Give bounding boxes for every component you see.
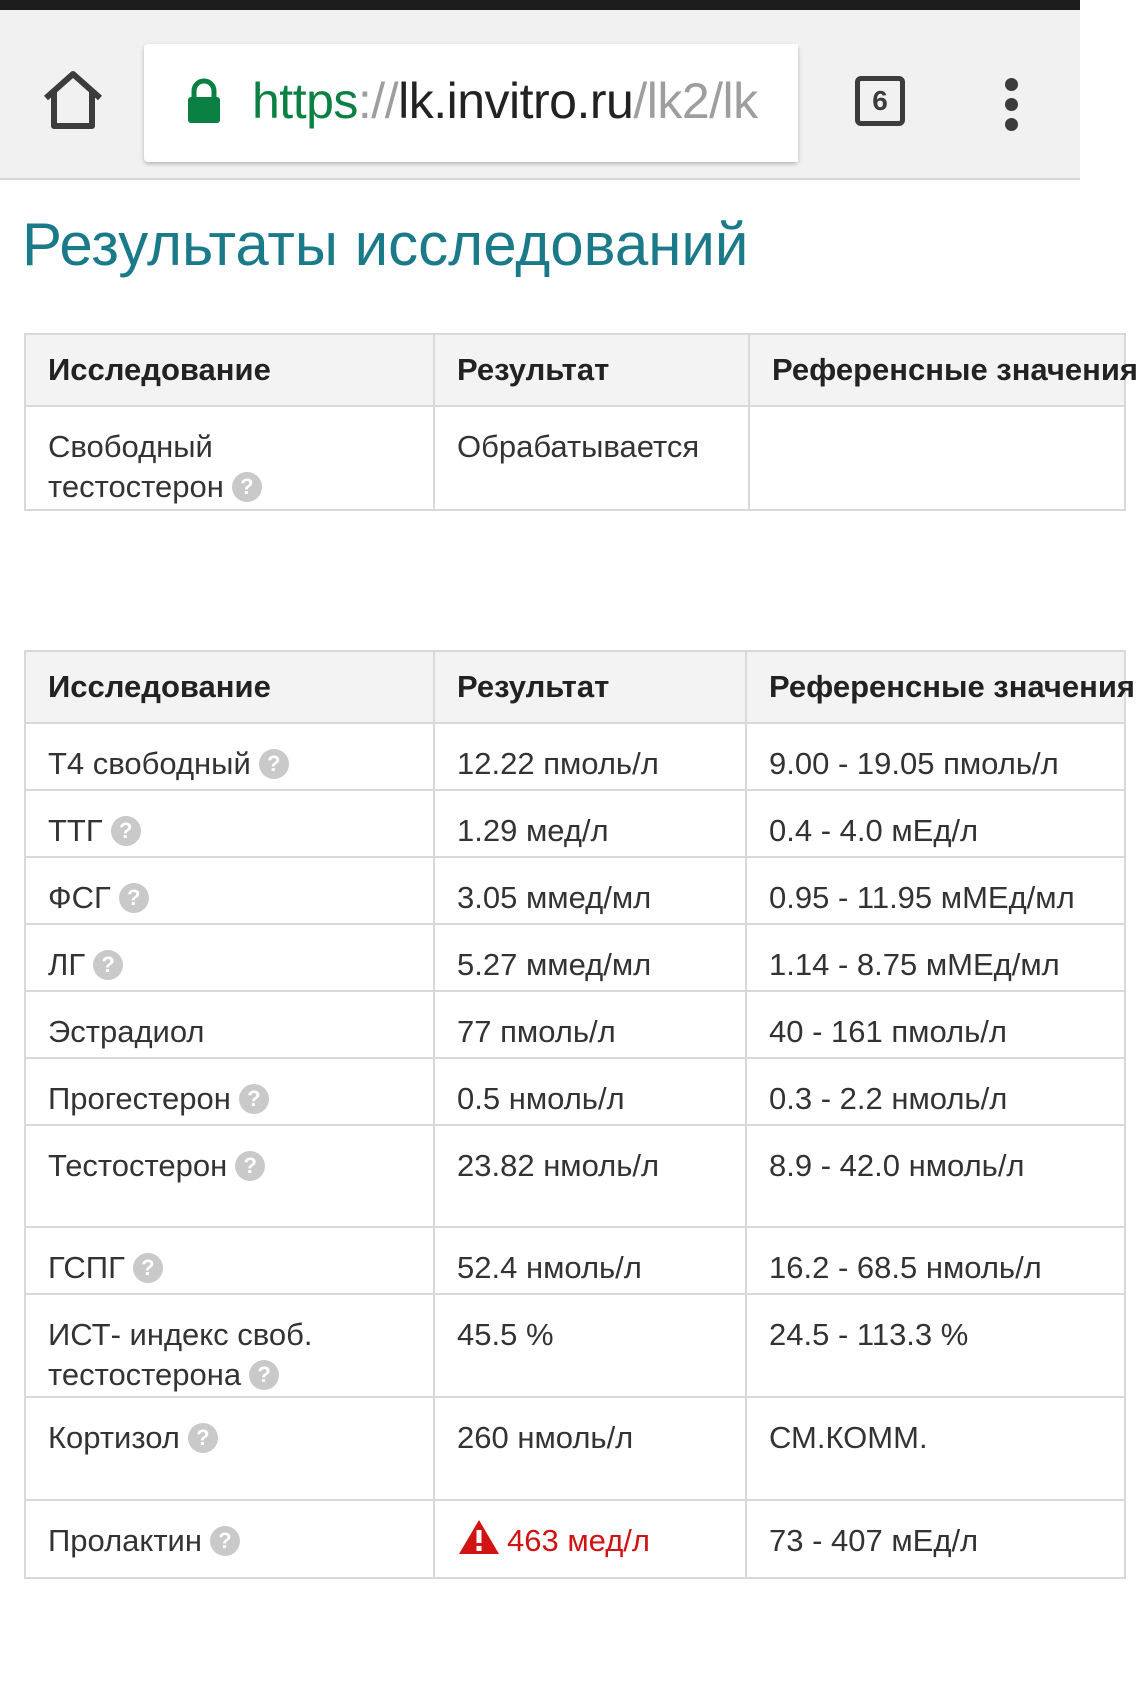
study-name-cell xyxy=(25,406,434,510)
study-name-cell xyxy=(25,924,434,991)
url-host: lk.invitro.ru xyxy=(398,73,634,129)
more-vert-icon[interactable] xyxy=(996,78,1026,132)
url-separator: :// xyxy=(357,73,399,129)
result-value: 0.5 нмоль/л xyxy=(457,1081,625,1116)
study-name: Свободный тестостерон xyxy=(48,429,224,504)
help-icon[interactable]: ? xyxy=(188,1423,218,1453)
url-scheme: https xyxy=(252,73,358,129)
home-button[interactable] xyxy=(38,64,108,134)
result-cell xyxy=(434,1227,746,1294)
header-reference: Референсные значения xyxy=(749,334,1125,406)
reference-cell xyxy=(746,1227,1125,1294)
result-value: 1.29 мед/л xyxy=(457,813,609,848)
result-cell xyxy=(434,1058,746,1125)
study-name-cell xyxy=(25,1227,434,1294)
reference-cell xyxy=(746,857,1125,924)
results-table-2 xyxy=(24,650,1136,1579)
table-row xyxy=(25,857,1125,924)
reference-cell xyxy=(746,1058,1125,1125)
study-name-cell xyxy=(25,1058,434,1125)
study-name-cell xyxy=(25,991,434,1058)
result-cell xyxy=(434,406,749,510)
table-row xyxy=(25,1058,1125,1125)
header-result: Результат xyxy=(434,334,749,406)
result-cell xyxy=(434,723,746,790)
reference-cell xyxy=(746,991,1125,1058)
help-icon[interactable]: ? xyxy=(210,1526,240,1556)
reference-cell xyxy=(746,924,1125,991)
table-row xyxy=(25,1125,1125,1227)
help-icon[interactable]: ? xyxy=(232,472,262,502)
help-icon[interactable]: ? xyxy=(235,1151,265,1181)
result-cell xyxy=(434,1125,746,1227)
result-value: Обрабатывается xyxy=(457,429,700,464)
study-name: ИСТ- индекс своб. тестостерона xyxy=(48,1317,313,1392)
study-name: Прогестерон xyxy=(48,1081,231,1116)
table-row xyxy=(25,924,1125,991)
help-icon[interactable]: ? xyxy=(111,816,141,846)
study-name: ФСГ xyxy=(48,880,111,915)
reference-value: 40 - 161 пмоль/л xyxy=(769,1014,1007,1049)
result-cell xyxy=(434,1397,746,1500)
table-row xyxy=(25,1500,1125,1578)
lock-icon xyxy=(186,78,222,124)
result-value: 52.4 нмоль/л xyxy=(457,1250,642,1285)
table-row xyxy=(25,1397,1125,1500)
url-fade xyxy=(758,44,798,162)
help-icon[interactable]: ? xyxy=(133,1253,163,1283)
url-text xyxy=(252,72,758,130)
table-row xyxy=(25,991,1125,1058)
study-name: Т4 свободный xyxy=(48,746,251,781)
table-row xyxy=(25,406,1125,510)
reference-cell xyxy=(746,723,1125,790)
header-study: Исследование xyxy=(25,651,434,723)
study-name: Пролактин xyxy=(48,1523,202,1558)
study-name: Эстрадиол xyxy=(48,1014,205,1049)
study-name: ГСПГ xyxy=(48,1250,125,1285)
result-cell xyxy=(434,924,746,991)
study-name-cell xyxy=(25,857,434,924)
status-bar-strip xyxy=(0,0,1080,10)
header-result: Результат xyxy=(434,651,746,723)
table-header-row xyxy=(25,651,1125,723)
result-cell xyxy=(434,857,746,924)
help-icon[interactable]: ? xyxy=(93,950,123,980)
reference-value: 0.3 - 2.2 нмоль/л xyxy=(769,1081,1008,1116)
reference-value: 0.95 - 11.95 мМЕд/мл xyxy=(769,880,1075,915)
study-name-cell xyxy=(25,790,434,857)
result-value: 45.5 % xyxy=(457,1317,554,1352)
help-icon[interactable]: ? xyxy=(239,1084,269,1114)
study-name-cell xyxy=(25,1125,434,1227)
reference-value: 9.00 - 19.05 пмоль/л xyxy=(769,746,1059,781)
tabs-icon[interactable]: 6 xyxy=(855,76,905,126)
table-row xyxy=(25,790,1125,857)
study-name-cell xyxy=(25,1294,434,1397)
results-table-1 xyxy=(24,333,1138,511)
reference-cell xyxy=(746,1125,1125,1227)
reference-value: 8.9 - 42.0 нмоль/л xyxy=(769,1148,1025,1183)
address-bar[interactable] xyxy=(144,44,798,162)
result-value: 77 пмоль/л xyxy=(457,1014,616,1049)
warning-icon xyxy=(457,1518,501,1556)
result-value: 5.27 ммед/мл xyxy=(457,947,652,982)
reference-cell xyxy=(746,1397,1125,1500)
result-value: 463 мед/л xyxy=(507,1523,650,1558)
result-value: 3.05 ммед/мл xyxy=(457,880,652,915)
table-row xyxy=(25,1227,1125,1294)
result-cell xyxy=(434,991,746,1058)
reference-cell xyxy=(746,790,1125,857)
result-value: 12.22 пмоль/л xyxy=(457,746,659,781)
study-name-cell xyxy=(25,1500,434,1578)
result-cell xyxy=(434,790,746,857)
study-name-cell xyxy=(25,723,434,790)
result-value: 23.82 нмоль/л xyxy=(457,1148,660,1183)
study-name: ЛГ xyxy=(48,947,86,982)
study-name-cell xyxy=(25,1397,434,1500)
header-reference: Референсные значения xyxy=(746,651,1125,723)
help-icon[interactable]: ? xyxy=(249,1360,279,1390)
table-row xyxy=(25,723,1125,790)
page-title: Результаты исследований xyxy=(22,211,749,278)
reference-value: 1.14 - 8.75 мМЕд/мл xyxy=(769,947,1060,982)
table-header-row xyxy=(25,334,1125,406)
reference-cell xyxy=(746,1294,1125,1397)
result-value: 260 нмоль/л xyxy=(457,1420,634,1455)
reference-value: 0.4 - 4.0 мЕд/л xyxy=(769,813,979,848)
url-path: /lk2/lk xyxy=(633,73,758,129)
study-name: ТТГ xyxy=(48,813,103,848)
study-name: Кортизол xyxy=(48,1420,180,1455)
home-icon xyxy=(38,64,108,134)
result-cell xyxy=(434,1500,746,1578)
help-icon[interactable]: ? xyxy=(119,883,149,913)
header-study: Исследование xyxy=(25,334,434,406)
help-icon[interactable]: ? xyxy=(259,749,289,779)
reference-value: 16.2 - 68.5 нмоль/л xyxy=(769,1250,1042,1285)
browser-toolbar xyxy=(0,10,1080,180)
study-name: Тестостерон xyxy=(48,1148,228,1183)
reference-value: 73 - 407 мЕд/л xyxy=(769,1523,979,1558)
reference-value: 24.5 - 113.3 % xyxy=(769,1317,969,1352)
reference-value: СМ.КОММ. xyxy=(769,1420,928,1455)
table-row xyxy=(25,1294,1125,1397)
result-cell xyxy=(434,1294,746,1397)
reference-cell xyxy=(746,1500,1125,1578)
reference-cell xyxy=(749,406,1125,510)
